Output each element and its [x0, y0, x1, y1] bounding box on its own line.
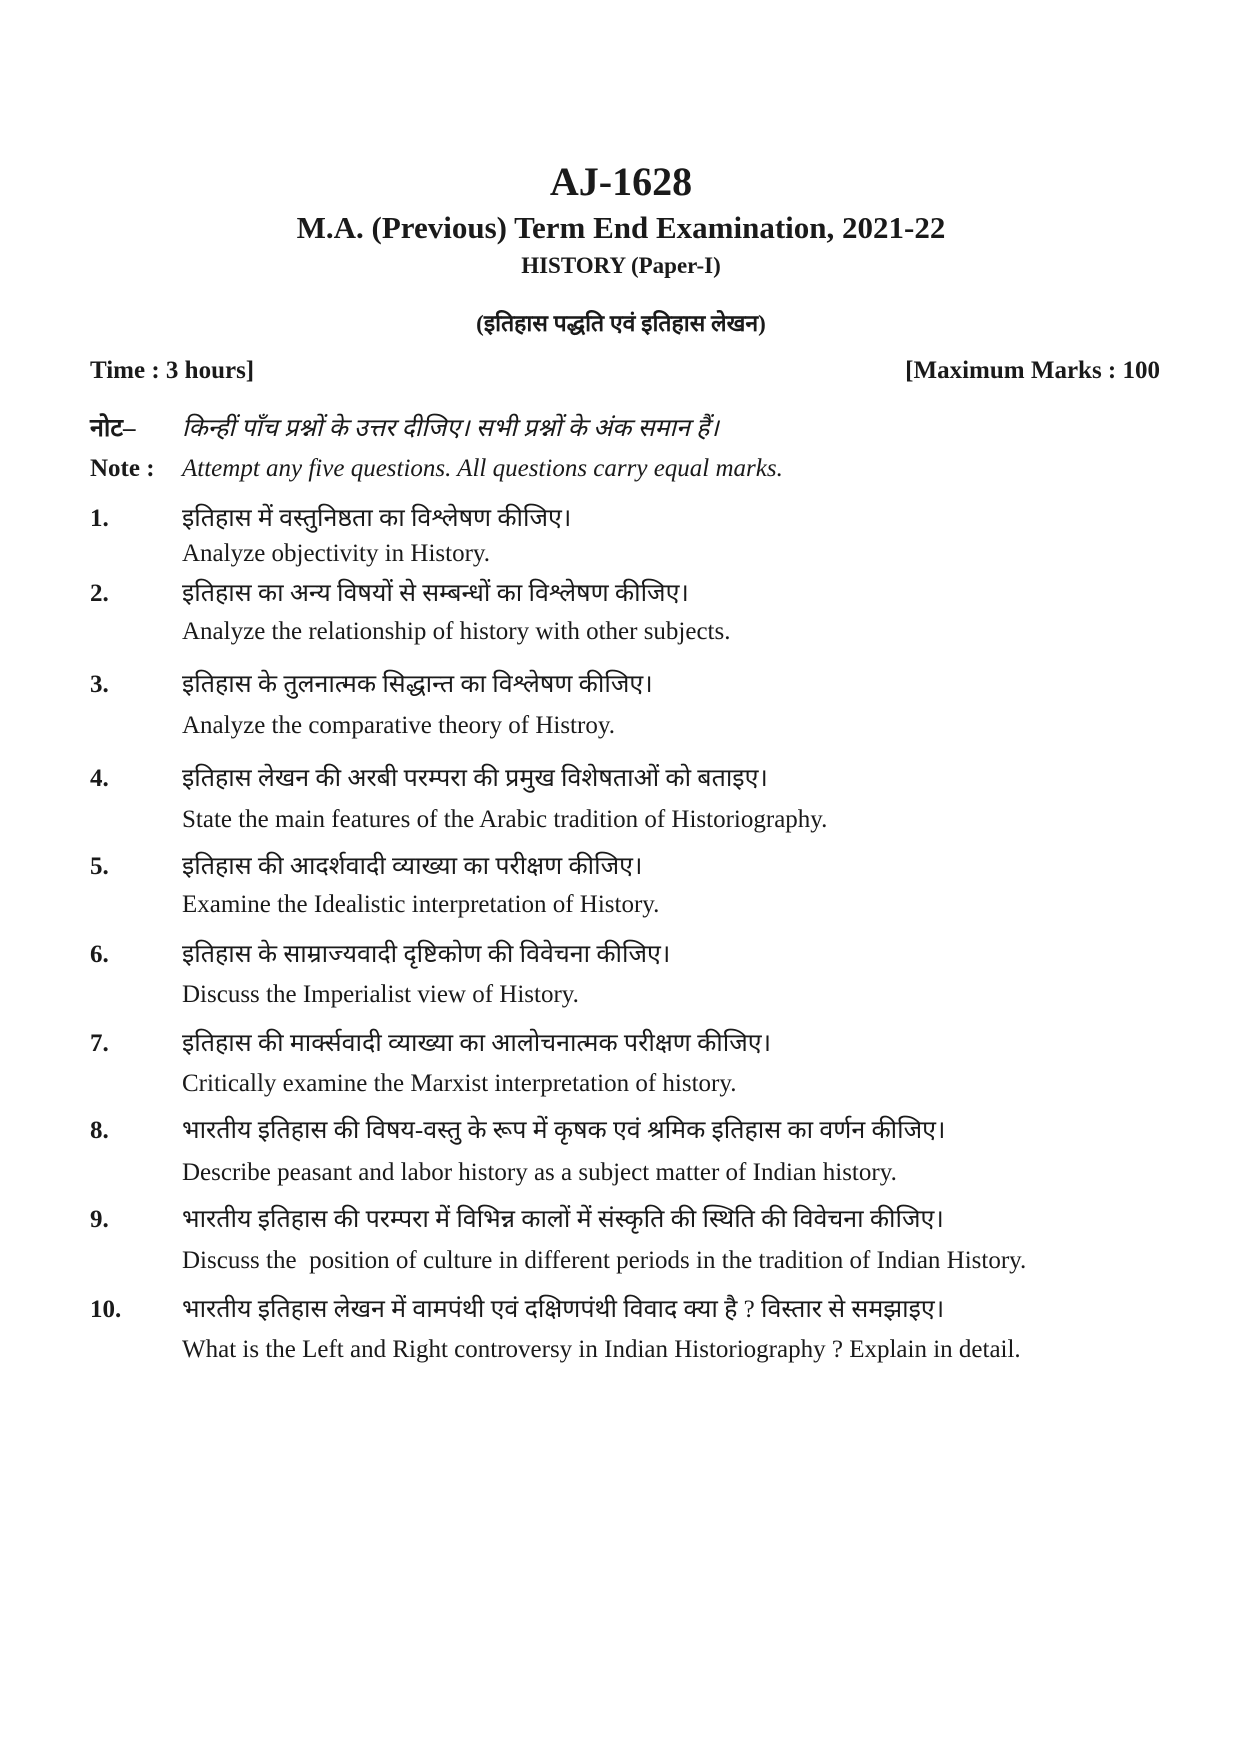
- paper-code: AJ-1628: [549, 159, 693, 204]
- question-number: 10.: [90, 1296, 122, 1323]
- question-english: What is the Left and Right controversy in Indian Historiography ? Explain in detail.: [182, 1336, 1021, 1363]
- question-number: 5.: [90, 853, 109, 880]
- question-number: 8.: [90, 1117, 109, 1144]
- question-number: 7.: [90, 1030, 109, 1057]
- time-label: Time : 3 hours]: [90, 357, 255, 384]
- question-hindi: इतिहास की आदर्शवादी व्याख्या का परीक्षण कीजिए।: [182, 853, 643, 880]
- question-hindi: भारतीय इतिहास लेखन में वामपंथी एवं दक्षिणपंथी विवाद क्या है ? विस्तार से समझाइए।: [182, 1296, 945, 1323]
- question-number: 9.: [90, 1206, 109, 1233]
- question-english: State the main features of the Arabic tradition of Historiography.: [182, 806, 828, 833]
- question-hindi: इतिहास की मार्क्सवादी व्याख्या का आलोचनात्मक परीक्षण कीजिए।: [182, 1030, 772, 1057]
- question-number: 6.: [90, 941, 109, 968]
- question-hindi: इतिहास में वस्तुनिष्ठता का विश्लेषण कीजिए।: [182, 505, 572, 532]
- question-hindi: इतिहास का अन्य विषयों से सम्बन्धों का विश्लेषण कीजिए।: [182, 580, 689, 607]
- subject-hindi: (इतिहास पद्धति एवं इतिहास लेखन): [476, 311, 766, 336]
- question-hindi: इतिहास लेखन की अरबी परम्परा की प्रमुख विशेषताओं को बताइए।: [182, 765, 768, 792]
- question-number: 3.: [90, 671, 109, 698]
- question-english: Discuss the position of culture in different periods in the tradition of Indian History.: [182, 1247, 1027, 1274]
- question-number: 4.: [90, 765, 109, 792]
- note-english-label: Note :: [90, 455, 155, 482]
- question-english: Analyze objectivity in History.: [182, 540, 491, 567]
- note-hindi-label: नोट–: [90, 415, 136, 442]
- question-number: 1.: [90, 505, 109, 532]
- question-english: Examine the Idealistic interpretation of History.: [182, 891, 660, 918]
- question-english: Analyze the relationship of history with other subjects.: [182, 618, 731, 645]
- note-english-text: Attempt any five questions. All questions carry equal marks.: [182, 455, 783, 482]
- question-english: Discuss the Imperialist view of History.: [182, 981, 579, 1008]
- question-hindi: भारतीय इतिहास की परम्परा में विभिन्न कालों में संस्कृति की स्थिति की विवेचना कीजिए।: [182, 1206, 944, 1233]
- question-hindi: भारतीय इतिहास की विषय-वस्तु के रूप में कृषक एवं श्रमिक इतिहास का वर्णन कीजिए।: [182, 1117, 946, 1144]
- note-hindi-text: किन्हीं पाँच प्रश्नों के उत्तर दीजिए। सभी प्रश्नों के अंक समान हैं।: [182, 415, 719, 442]
- question-hindi: इतिहास के तुलनात्मक सिद्धान्त का विश्लेषण कीजिए।: [182, 671, 653, 698]
- exam-title: M.A. (Previous) Term End Examination, 2021-22: [296, 210, 946, 245]
- question-english: Critically examine the Marxist interpretation of history.: [182, 1070, 737, 1097]
- question-english: Describe peasant and labor history as a subject matter of Indian history.: [182, 1159, 897, 1186]
- question-english: Analyze the comparative theory of Histroy.: [182, 712, 615, 739]
- subject-title: HISTORY (Paper-I): [521, 253, 721, 278]
- question-hindi: इतिहास के साम्राज्यवादी दृष्टिकोण की विवेचना कीजिए।: [182, 941, 671, 968]
- max-marks-label: [Maximum Marks : 100: [905, 357, 1160, 384]
- question-number: 2.: [90, 580, 109, 607]
